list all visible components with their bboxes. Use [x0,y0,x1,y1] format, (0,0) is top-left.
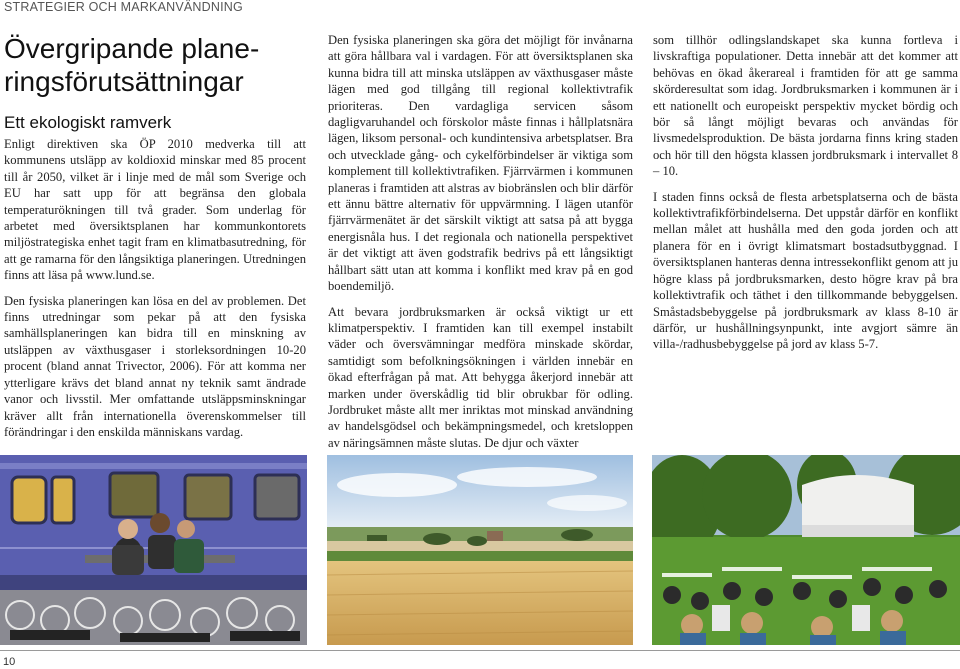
paragraph: I staden finns också de flesta arbetsplatserna och de bästa kollektivtrafikförbindelserna. Det uppstår därför en konflikt mellan målet att hushålla med den goda jorden och att planera för en i övrigt klimatsmart bostadsutbyggnad. I översiktsplanen hanteras denna intressekonflikt genom att ju högre klass på jordbruksmarken, desto högre krav på bra kollektivtrafik och täthet i den tillkommande bebyggelsen. Småstadsbebyggelse på jordbruksmark av klass 8-10 är därför, ur hushållningsynpunkt, inte avgjort sämre än villa-/radhusbebyggelse på jord av klass 5-7. [653,189,958,352]
paragraph: Den fysiska planeringen kan lösa en del av problemen. Det finns utredningar som pekar på att den fysiska samhällsplaneringen kan bidra till en minskning av utsläppen av växthusgaser i storleksordningen 10-20 procent (bland annat Trivector, 2006). För att komma ner ytterligare krävs det bland annat ny teknik samt ändrade vanor och livsstil. Mer omfattande utsläppsminskningar kräver allt från internationella överenskommelser till förändringar i den enskilda människans vardag. [4,293,306,439]
section-heading: Ett ekologiskt ramverk [4,113,172,132]
photo-farmland [327,455,633,645]
text-column-3 [653,32,958,362]
photo-outdoor-concert [652,455,960,645]
page-title: Övergripande planeringsförutsättningar [4,33,260,97]
section-label: STRATEGIER OCH MARKANVÄNDNING [4,0,243,14]
photo-train-station [0,455,307,645]
text-column-1 [4,136,306,449]
paragraph: Enligt direktiven ska ÖP 2010 medverka till att kommunens utsläpp av koldioxid minskar med 85 procent till år 2050, vilket är i linje med de mål som Sverige och EU har satt upp för att begränsa den globala temperaturökningen till två grader. Som underlag för arbetet med översiktsplanen har kommunkontorets miljöstrategiska enhet tagit fram en klimatbasutredning, för att ge ramarna för den långsiktiga planeringen. Utredningen finns att läsa på www.lund.se. [4,137,306,283]
paragraph: Den fysiska planeringen ska göra det möjligt för invånarna att göra hållbara val i vardagen. För att översiktsplanen ska kunna bidra till att minska utsläppen av växthusgaser måste lägen med god tillgång till regional kollektivtrafik prioriteras. Den vardagliga servicen såsom dagligvaruhandel och förskolor måste finnas i hållplatsnära lägen, liksom personal- och kundintensiva arbetsplatser. Bra och utvecklade gång- och cykelförbindelser är viktiga som komplement till kollektivtrafiken. Fjärrvärmen i kommunen planeras i framtiden att alstras av biobränslen och blir därför ett ännu bättre alternativ för uppvärmning. I lägen utanför fjärrvärmenätet är det särskilt viktigt att satsa på att bygga energisnåla hus. I det regionala och nationella perspektivet är det viktigt att även godstrafik bedrivs på ett långsiktigt hållbart sätt utan att komma i konflikt med krav på en god boendemiljö. [328,33,633,294]
footer-divider [0,650,960,651]
paragraph: Att bevara jordbruksmarken är också viktigt ur ett klimatperspektiv. I framtiden kan till exempel instabilt väder och översvämningar medföra minskade skördar, samtidigt som befolkningsökningen i världen innebär en ökad efterfrågan på mat. Att behygga åkerjord innebär att marken under överskådlig tid blir obrukbar för odling. Jordbruket måste allt mer inriktas mot minskad användning av handelsgödsel och bekämpningsmedel, och kretsloppen av näringsämnen måste slutas. De djur och växter [328,304,633,450]
text-column-2 [328,32,633,460]
paragraph: som tillhör odlingslandskapet ska kunna fortleva i livskraftiga populationer. Detta innebär att det kommer att behövas en ökad åkerareal i framtiden för att ge samma skörderesultat som idag. Jordbruksmarken i kommunen är i ett nationellt och europeiskt perspektiv mycket bördig och bör så långt möjligt bevaras och användas för livsmedelsproduktion. De bästa jordarna finns kring staden och hör till den högsta klassen jordbruksmark i intervallet 8 – 10. [653,33,958,179]
page-number: 10 [3,656,16,668]
